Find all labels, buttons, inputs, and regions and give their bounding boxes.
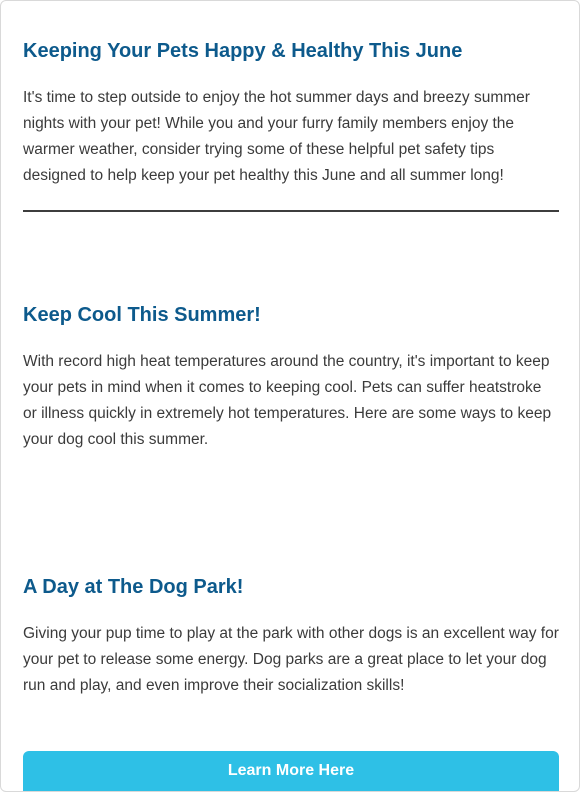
section-title-dog-park: A Day at The Dog Park! [23, 576, 244, 598]
section-title-happy-healthy: Keeping Your Pets Happy & Healthy This June [23, 40, 463, 62]
section-body-keep-cool: With record high heat temperatures around the country, it's important to keep your pets in mind when it comes to keeping cool. Pets can suffer heatstroke or illness quickly in extremely hot temperatures. Here are some ways to keep your dog cool this summer. [23, 353, 552, 448]
section-divider [23, 210, 559, 212]
section-title-keep-cool: Keep Cool This Summer! [23, 304, 261, 326]
section-body-happy-healthy: It's time to step outside to enjoy the hot summer days and breezy summer nights with your pet! While you and your furry family members enjoy the warmer weather, consider trying some of these helpful pet safety tips designed to help keep your pet healthy this June and all summer long! [23, 89, 530, 184]
learn-more-button[interactable]: Learn More Here [23, 751, 559, 792]
section-body-dog-park: Giving your pup time to play at the park with other dogs is an excellent way for your pet to release some energy. Dog parks are a great place to let your dog run and play, and even improve their socialization skills! [23, 625, 559, 694]
